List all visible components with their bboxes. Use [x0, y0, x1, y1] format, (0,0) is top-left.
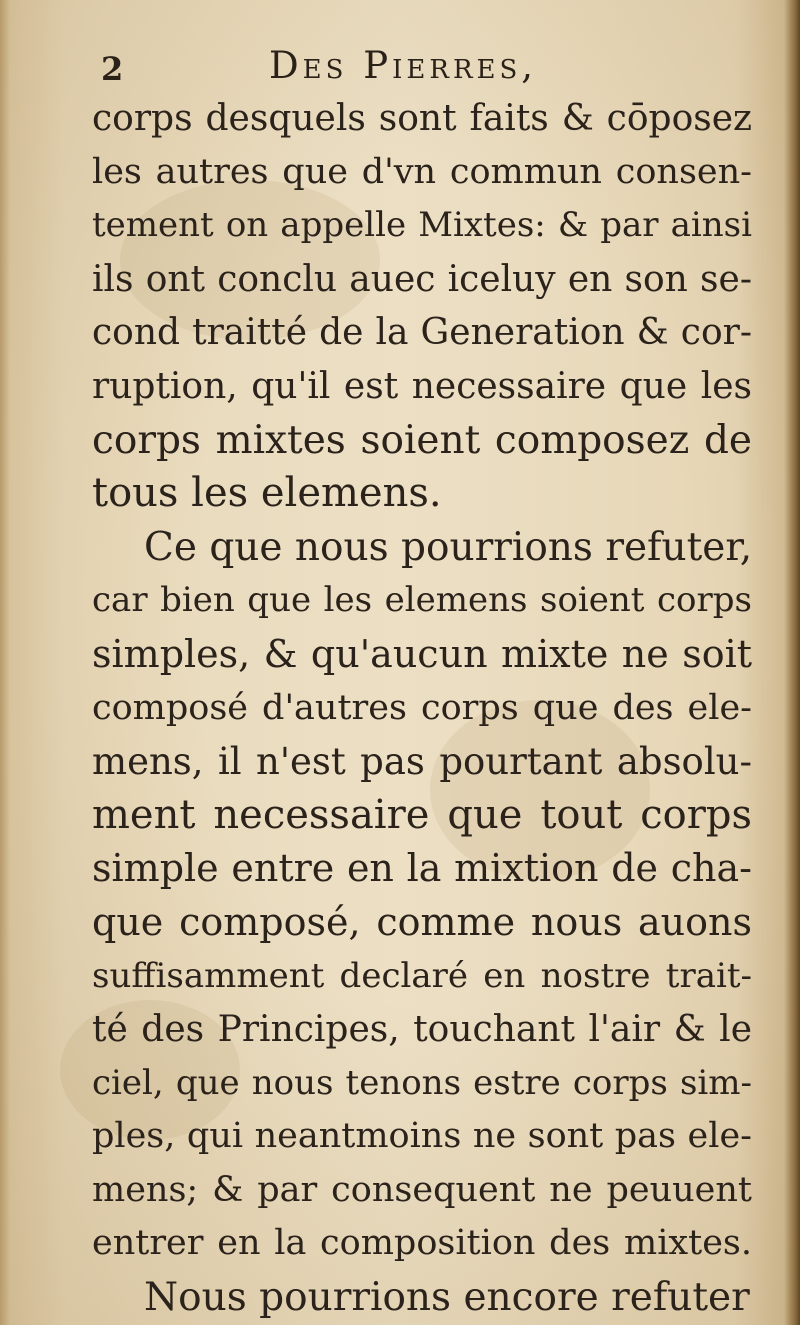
running-title: Des Pierres, [269, 44, 538, 87]
text-line: ruption, qu'il est necessaire que les [92, 365, 752, 407]
text-line: ment necessaire que tout corps [92, 791, 752, 838]
text-line: corps mixtes soient composez de [92, 417, 752, 463]
text-line: tous les elemens. [92, 470, 442, 517]
text-line: corps desquels sont faits & cōposez [92, 98, 752, 139]
page-right-edge [784, 0, 800, 1325]
text-line: ples, qui neantmoins ne sont pas ele- [92, 1116, 752, 1157]
text-line: les autres que d'vn commun consen- [92, 151, 752, 192]
text-line: mens, il n'est pas pourtant absolu- [92, 740, 752, 784]
text-line: entrer en la composition des mixtes. [92, 1223, 752, 1264]
text-line: tement on appelle Mixtes: & par ainsi [92, 205, 752, 246]
text-line: car bien que les elemens soient corps [92, 580, 752, 621]
text-line: simple entre en la mixtion de cha- [92, 846, 752, 891]
text-line: que composé, comme nous auons [92, 899, 752, 944]
text-line: té des Principes, touchant l'air & le [92, 1009, 752, 1051]
text-line: ils ont conclu auec iceluy en son se- [92, 258, 752, 300]
text-line: simples, & qu'aucun mixte ne soit [92, 631, 752, 676]
text-line: ciel, que nous tenons estre corps sim- [92, 1062, 752, 1103]
page-left-edge [0, 0, 10, 1325]
page-header [95, 40, 735, 90]
page-number: 2 [101, 50, 124, 88]
text-line: mens; & par consequent ne peuuent [92, 1169, 752, 1210]
text-line: cond traitté de la Generation & cor- [92, 312, 752, 354]
text-line: Ce que nous pourrions refuter, [144, 524, 753, 570]
text-line: composé d'autres corps que des ele- [92, 687, 752, 728]
text-line: Nous pourrions encore refuter [144, 1275, 750, 1321]
body-text [92, 92, 752, 1325]
text-line: suffisamment declaré en nostre trait- [92, 955, 752, 996]
